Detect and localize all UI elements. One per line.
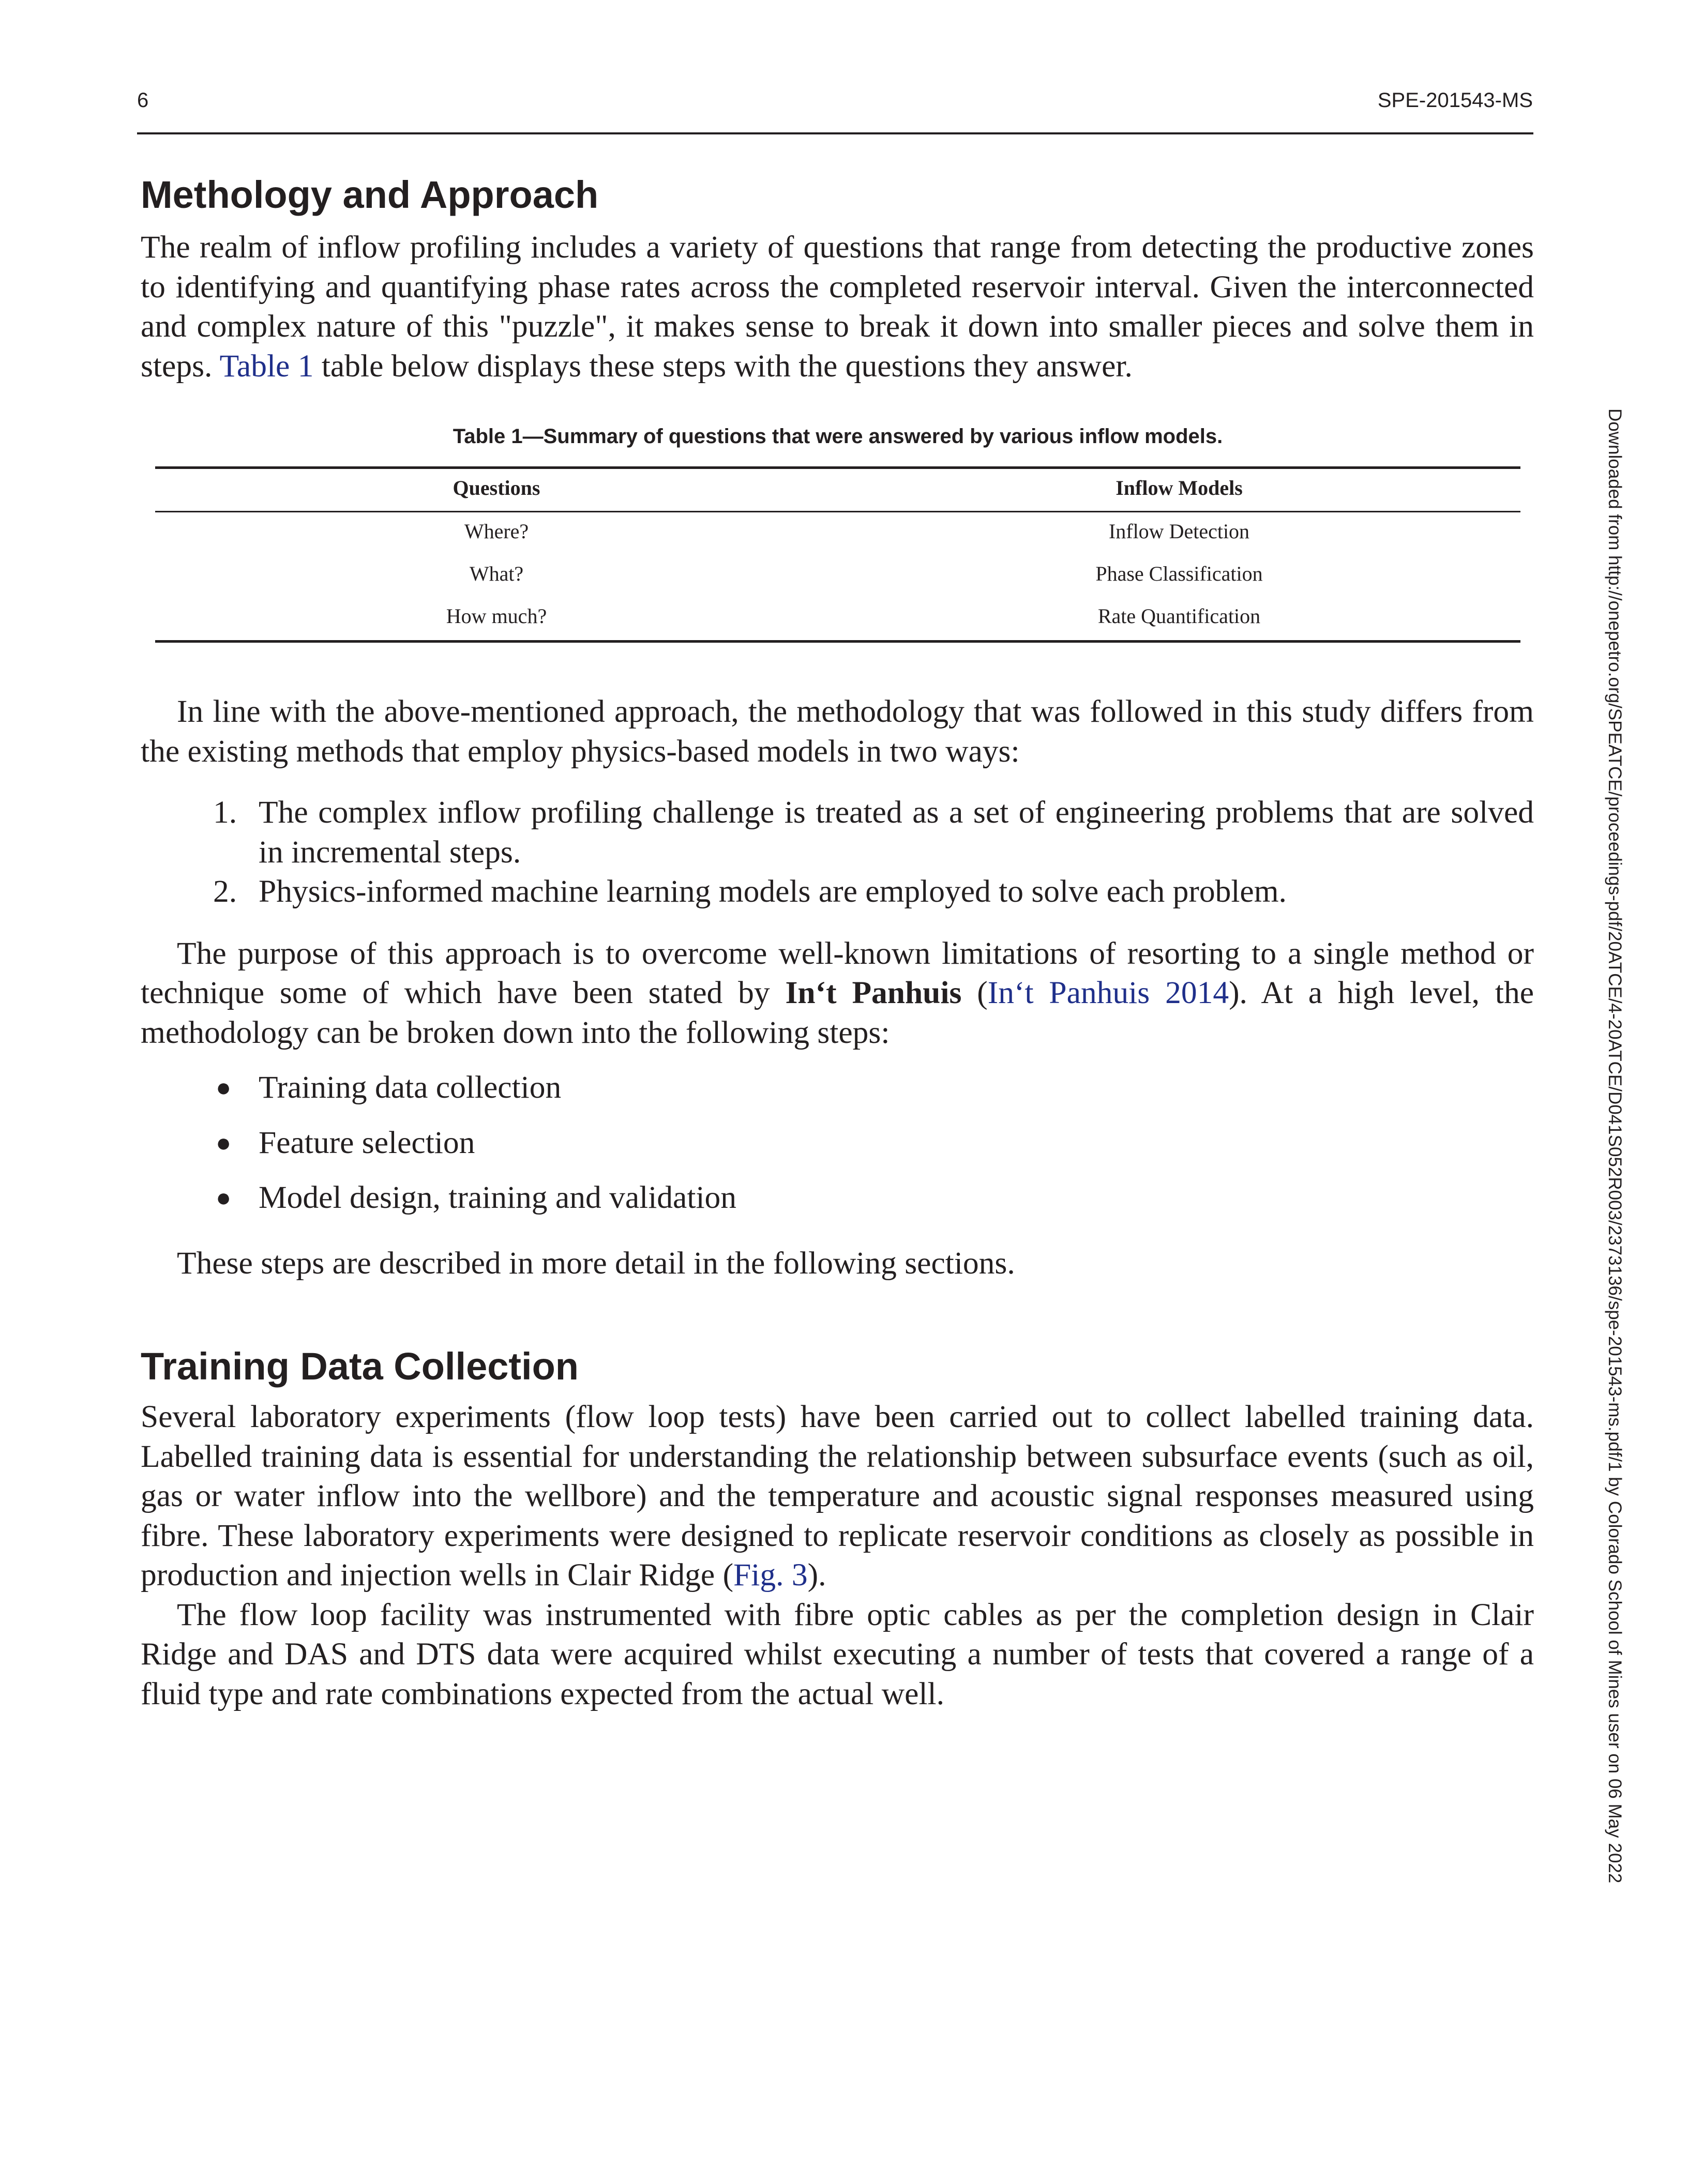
paragraph-flow-loop: The flow loop facility was instrumented with fibre optic cables as per the completion design in Clair Ridge and DAS and DTS data were acquired whilst executing a number of tests that covered a range of a fluid type and rate combinations expected from the actual well. [141, 1597, 1534, 1711]
list-item-text: Training data collection [259, 1070, 562, 1105]
paragraph-text: ( [961, 975, 988, 1010]
table-bottom-rule [155, 640, 1520, 643]
table-caption: Table 1—Summary of questions that were answered by various inflow models. [453, 425, 1223, 448]
paragraph-text: ). At a high level, the methodology can be broken down into the following steps: [141, 975, 1534, 1050]
bullet-list-item [141, 1123, 1534, 1163]
section-heading-training-data: Training Data Collection [141, 1345, 579, 1388]
table-header-inflow-models: Inflow Models [1116, 476, 1243, 499]
list-number: 2. [213, 874, 237, 909]
author-name: In‘t Panhuis [785, 975, 962, 1010]
list-item-text: Physics-informed machine learning models are employed to solve each problem. [259, 874, 1287, 909]
bullet-icon: ● [216, 1183, 232, 1212]
list-number: 1. [213, 795, 237, 830]
paragraph-text: ). [807, 1557, 826, 1593]
numbered-list-item [141, 872, 1534, 912]
header-rule [137, 132, 1533, 134]
table-cell-question: Where? [464, 520, 529, 543]
table-cell-model: Inflow Detection [1108, 520, 1250, 543]
paragraph-text: The purpose of this approach is to overcome well-known limitations of resorting to a single method or technique some of which have been stated by [141, 935, 1534, 1010]
methodology-body [141, 692, 1534, 1283]
citation-link[interactable]: In‘t Panhuis 2014 [987, 975, 1229, 1010]
paragraph-text: table below displays these steps with the questions they answer. [313, 348, 1133, 384]
document-id: SPE-201543-MS [1377, 89, 1533, 112]
bullet-list-item [141, 1178, 1534, 1218]
bullet-list-item [141, 1068, 1534, 1108]
bullet-list [141, 1068, 1534, 1218]
table-header-rule [155, 511, 1520, 512]
list-item-text: Feature selection [259, 1125, 475, 1160]
paragraph-experiments [141, 1397, 1534, 1595]
paragraph-text: The realm of inflow profiling includes a variety of questions that range from detecting the productive zones to identifying and quantifying phase rates across the completed reservoir interval. Given the interconnected and complex nature of this "puzzle", it makes sense to break it down into smaller pieces and solve them in steps. [141, 230, 1534, 384]
table-header-questions: Questions [453, 476, 540, 499]
numbered-list-item [141, 793, 1534, 872]
table-cell-model: Phase Classification [1095, 562, 1263, 585]
table-top-rule [155, 466, 1520, 469]
bullet-icon: ● [216, 1128, 232, 1157]
list-item-text: The complex inflow profiling challenge is treated as a set of engineering problems that are solved in incremental steps. [259, 795, 1534, 870]
section-heading-methodology: Methology and Approach [141, 173, 599, 216]
download-notice: Downloaded from http://onepetro.org/SPEATCE/proceedings-pdf/20ATCE/4-20ATCE/D041S052R003/2373136/spe-201543-ms.pdf/1 by Colorado School of Mines user on 06 May 2022 [1605, 408, 1625, 1884]
paragraph-steps: These steps are described in more detail in the following sections. [177, 1245, 1015, 1281]
paragraph-approach: In line with the above-mentioned approach, the methodology that was followed in this study differs from the existing methods that employ physics-based models in two ways: [141, 694, 1534, 769]
bullet-icon: ● [216, 1073, 232, 1102]
paragraph-intro [141, 228, 1534, 386]
figure-3-link[interactable]: Fig. 3 [733, 1557, 808, 1593]
table-cell-model: Rate Quantification [1097, 604, 1261, 628]
table-1-link[interactable]: Table 1 [219, 348, 314, 384]
table-cell-question: How much? [446, 604, 547, 628]
list-item-text: Model design, training and validation [259, 1180, 737, 1215]
paragraph-purpose [141, 934, 1534, 1053]
numbered-list [141, 793, 1534, 912]
training-data-body [141, 1397, 1534, 1713]
paragraph-text: Several laboratory experiments (flow loop tests) have been carried out to collect labelled training data. Labelled training data is essential for understanding the relationship between subsurface events (such as oil, gas or water inflow into the wellbore) and the temperature and acoustic signal responses measured using fibre. These laboratory experiments were designed to replicate reservoir conditions as closely as possible in production and injection wells in Clair Ridge ( [141, 1399, 1534, 1593]
table-cell-question: What? [469, 562, 524, 585]
page-number: 6 [137, 89, 149, 112]
